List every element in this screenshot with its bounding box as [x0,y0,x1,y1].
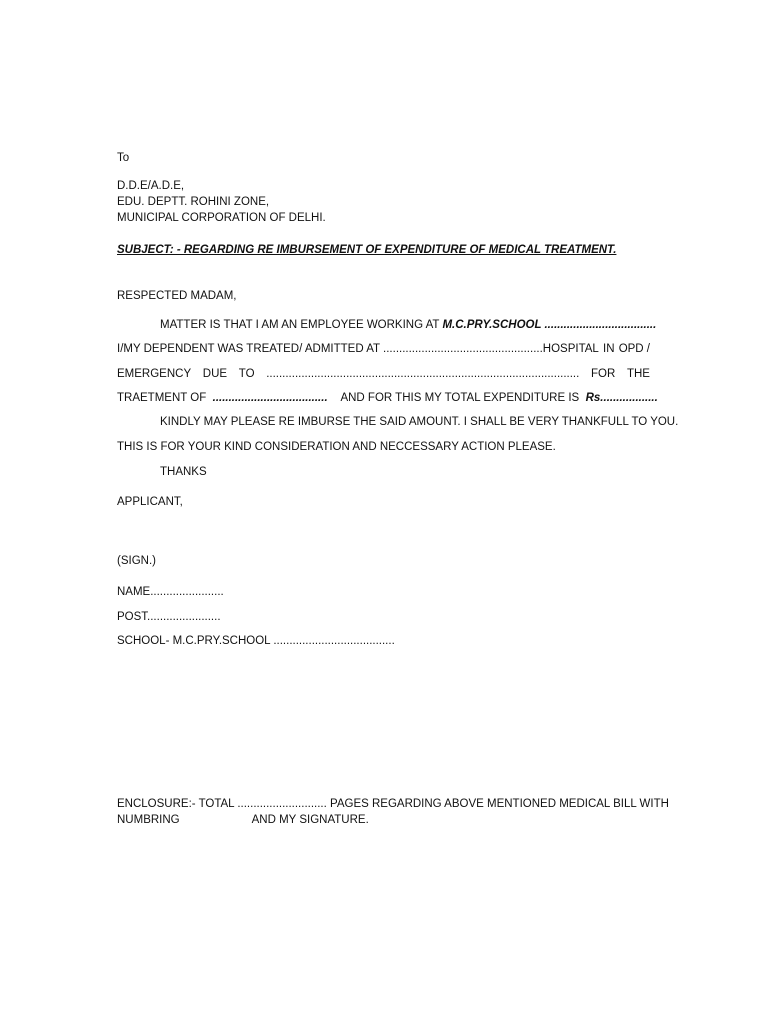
signature-label: (SIGN.) [117,555,156,567]
paragraph-2: KINDLY MAY PLEASE RE IMBURSE THE SAID AMOUNT. I SHALL BE VERY THANKFULL TO YOU. [160,416,679,428]
body-line-4 [117,390,658,406]
body-line-3-w3: TO [238,368,255,380]
subject-line: SUBJECT: - REGARDING RE IMBURSEMENT OF EXPENDITURE OF MEDICAL TREATMENT. [117,244,617,256]
body-line-6: THIS IS FOR YOUR KIND CONSIDERATION AND NECCESSARY ACTION PLEASE. [117,441,556,453]
address-line-3: MUNICIPAL CORPORATION OF DELHI. [117,212,326,224]
paragraph-1 [160,317,656,333]
enclosure-line-1: ENCLOSURE:- TOTAL ............................ PAGES REGARDING ABOVE MENTIONED MEDICAL BILL WITH [117,798,669,810]
body-line-2-right: OPD / [618,343,650,355]
enclosure-line-2-a: NUMBRING [117,814,180,826]
name-field: NAME....................... [117,586,224,598]
to-label: To [117,152,130,164]
body-line-4-left: TRAETMENT OF [117,392,207,404]
body-line-3-w2: DUE [202,368,228,380]
treatment-dots: .................................... [212,392,328,404]
enclosure-line-2-b: AND MY SIGNATURE. [251,814,369,826]
body-line-3-w4: FOR [590,368,616,380]
body-line-3 [117,366,650,382]
enclosure-line-2 [117,812,669,828]
amount-field: Rs.................. [585,392,658,404]
salutation: RESPECTED MADAM, [117,290,237,302]
applicant-label: APPLICANT, [117,496,183,508]
paragraph-1-text: MATTER IS THAT I AM AN EMPLOYEE WORKING AT [160,319,443,331]
recipient-address [117,178,326,226]
body-line-3-dots: .................................................................................................. [266,368,580,380]
school-name: M.C.PRY.SCHOOL ................................... [442,319,657,331]
body-line-3-w5: THE [626,368,650,380]
address-line-1: D.D.E/A.D.E, [117,180,185,192]
post-field: POST....................... [117,611,221,623]
body-line-2 [117,341,650,357]
thanks: THANKS [160,466,207,478]
body-line-2-left: I/MY DEPENDENT WAS TREATED/ ADMITTED AT ..................................................HOSPITAL [117,343,599,355]
enclosure [117,796,669,828]
body-line-3-w1: EMERGENCY [117,368,192,380]
body-line-4-mid: AND FOR THIS MY TOTAL EXPENDITURE IS [340,392,580,404]
school-field: SCHOOL- M.C.PRY.SCHOOL ...................................... [117,635,395,647]
body-line-2-mid: IN [603,343,615,355]
address-line-2: EDU. DEPTT. ROHINI ZONE, [117,196,270,208]
